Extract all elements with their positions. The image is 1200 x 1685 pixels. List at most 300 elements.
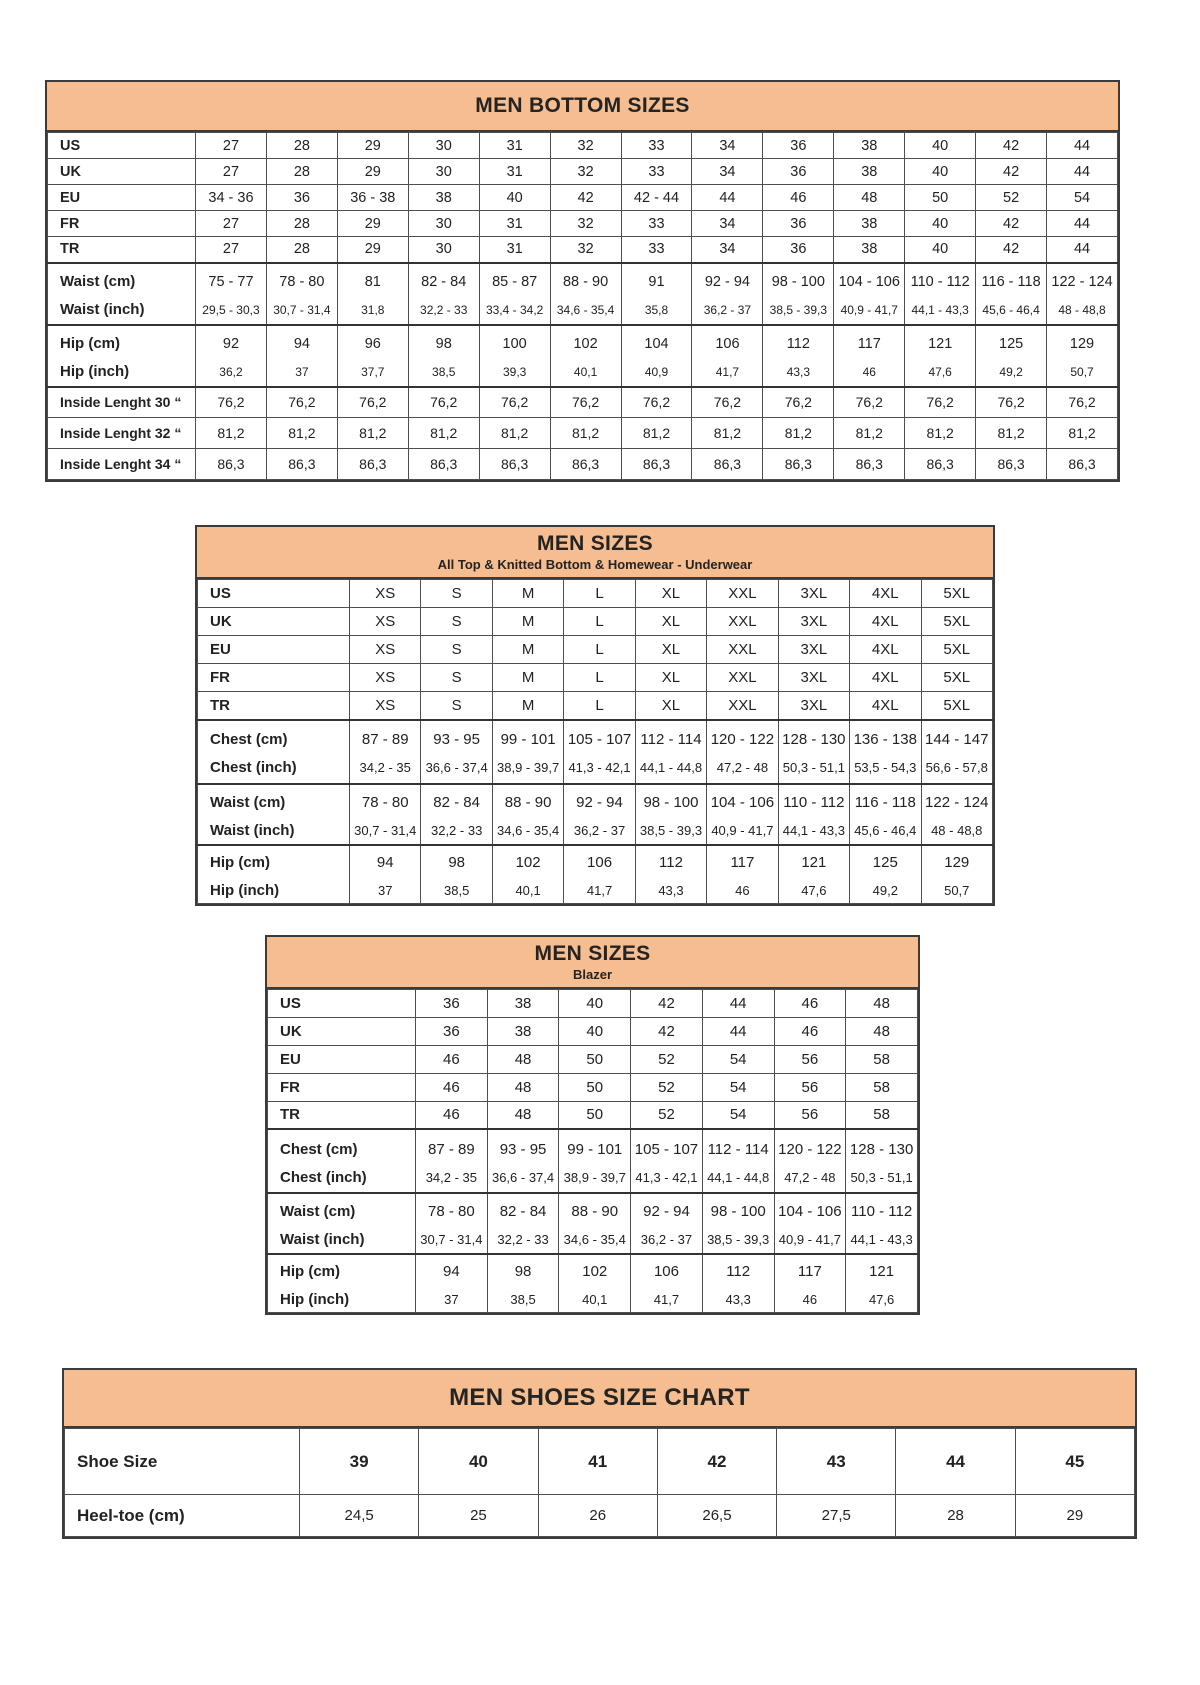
table-cell: 27: [196, 237, 267, 263]
table-cell: [707, 784, 778, 845]
table-cell: 40: [905, 211, 976, 237]
value-inch: 40,9 - 41,7: [840, 302, 898, 317]
value-inch: 38,5: [510, 1292, 536, 1307]
value-inch: 50,3 - 51,1: [782, 760, 845, 775]
table-cell: 40: [559, 989, 631, 1017]
table-cell: 5XL: [921, 692, 993, 720]
table-men-bottom-sizes: [45, 80, 1120, 482]
table-subtitle: All Top & Knitted Bottom & Homewear - Underwear: [437, 557, 753, 572]
table-cell: 33: [621, 211, 692, 237]
table-cell: [1047, 263, 1118, 325]
table-cell: [350, 784, 421, 845]
value-cm: 88 - 90: [504, 793, 552, 811]
table-cell: XXL: [707, 636, 778, 664]
table-cell: [702, 1254, 774, 1313]
table-cell: 38: [834, 133, 905, 159]
table-row: [198, 720, 993, 784]
table-cell: 76,2: [621, 387, 692, 418]
table-cell: [559, 1129, 631, 1193]
size-charts-page: [0, 80, 1200, 1539]
value-inch: 43,3: [786, 364, 811, 379]
table-cell: XXL: [707, 692, 778, 720]
value-inch: 44,1 - 44,8: [639, 760, 703, 775]
table-cell: 46: [416, 1045, 488, 1073]
table-cell: [1047, 325, 1118, 387]
value-inch: 37: [377, 882, 393, 898]
table-cell: [196, 263, 267, 325]
table-cell: 44: [1047, 211, 1118, 237]
table-cell: 40: [479, 185, 550, 211]
table-cell: 86,3: [479, 449, 550, 480]
table-cell: 33: [621, 133, 692, 159]
table-cell: 36: [416, 1017, 488, 1045]
table-cell: [421, 784, 492, 845]
table-cell: 43: [777, 1429, 896, 1495]
table-cell: XS: [350, 636, 421, 664]
table-cell: [850, 720, 921, 784]
table-cell: [631, 1129, 703, 1193]
table-cell: 42: [657, 1429, 776, 1495]
table-cell: 28: [266, 159, 337, 185]
table-cell: 52: [631, 1073, 703, 1101]
table-cell: 4XL: [850, 664, 921, 692]
value-cm: 99 - 101: [567, 1140, 623, 1158]
row-label: [198, 845, 350, 904]
table-cell: [621, 263, 692, 325]
value-cm: 98: [435, 335, 452, 352]
value-cm: 112: [726, 1263, 751, 1280]
table-cell: 86,3: [1047, 449, 1118, 480]
value-cm: 104 - 106: [778, 1203, 842, 1220]
table-cell: 81,2: [1047, 418, 1118, 449]
value-inch: 40,1: [582, 1292, 608, 1307]
value-inch: 34,2 - 35: [425, 1169, 478, 1185]
table-cell: 29: [1015, 1495, 1134, 1537]
table-cell: S: [421, 664, 492, 692]
table-cell: XL: [635, 580, 706, 608]
table-cell: 42: [976, 159, 1047, 185]
table-cell: [350, 720, 421, 784]
table-cell: [774, 1193, 846, 1254]
value-cm: 112 - 114: [640, 731, 702, 748]
value-inch: 37,7: [361, 364, 385, 379]
row-label: US: [268, 989, 416, 1017]
row-label-cm: Chest (cm): [210, 731, 288, 748]
table-cell: 41: [538, 1429, 657, 1495]
value-inch: 50,7: [944, 882, 970, 898]
value-inch: 36,2 - 37: [703, 302, 752, 317]
row-label: Heel-toe (cm): [65, 1495, 300, 1537]
table-cell: 5XL: [921, 664, 993, 692]
table-cell: 48: [487, 1073, 559, 1101]
value-inch: 44,1 - 43,3: [911, 302, 969, 317]
value-inch: 36,2 - 37: [640, 1232, 693, 1247]
table-cell: 32: [550, 237, 621, 263]
table-cell: L: [564, 636, 635, 664]
table-cell: 42: [976, 237, 1047, 263]
table-cell: 58: [846, 1045, 918, 1073]
table-cell: [479, 263, 550, 325]
table-cell: [492, 720, 563, 784]
table-cell: [408, 325, 479, 387]
value-cm: 129: [1069, 335, 1095, 352]
table-cell: 36 - 38: [337, 185, 408, 211]
table-cell: 81,2: [550, 418, 621, 449]
table-cell: [631, 1254, 703, 1313]
table-cell: [921, 784, 993, 845]
value-inch: 32,2 - 33: [420, 302, 468, 317]
value-inch: 36,6 - 37,4: [425, 760, 488, 775]
table-cell: 48: [487, 1045, 559, 1073]
table-cell: 76,2: [550, 387, 621, 418]
table-cell: [550, 325, 621, 387]
value-cm: 106: [653, 1263, 679, 1280]
table-row: [198, 845, 993, 904]
value-cm: 98: [514, 1263, 532, 1280]
table-cell: 34: [692, 133, 763, 159]
value-cm: 112 - 114: [707, 1140, 769, 1158]
value-inch: 44,1 - 44,8: [707, 1169, 770, 1185]
value-inch: 47,6: [801, 882, 827, 898]
value-inch: 43,3: [658, 882, 684, 898]
table-cell: 44: [1047, 159, 1118, 185]
value-inch: 32,2 - 33: [497, 1232, 549, 1247]
value-inch: 44,1 - 43,3: [782, 822, 845, 838]
table-cell: 28: [896, 1495, 1015, 1537]
value-cm: 87 - 89: [428, 1140, 475, 1158]
row-label: US: [198, 580, 350, 608]
table-row: [48, 449, 1118, 480]
table-cell: 3XL: [778, 636, 849, 664]
table-row: [198, 608, 993, 636]
value-inch: 38,9 - 39,7: [563, 1169, 626, 1185]
table-row: [198, 636, 993, 664]
table-cell: 31: [479, 133, 550, 159]
table-cell: 54: [702, 1101, 774, 1129]
row-label: Inside Lenght 30 “: [48, 387, 196, 418]
value-cm: 94: [376, 853, 394, 871]
value-cm: 75 - 77: [208, 273, 254, 290]
table-cell: XL: [635, 608, 706, 636]
row-label-inch: Waist (inch): [280, 1231, 365, 1248]
value-cm: 106: [715, 335, 740, 352]
table-cell: 4XL: [850, 580, 921, 608]
table-title: MEN SIZES: [537, 532, 653, 555]
table-cell: 29: [337, 133, 408, 159]
table-cell: 3XL: [778, 664, 849, 692]
table-cell: [905, 263, 976, 325]
table-men-shoes-size-chart: [62, 1368, 1137, 1539]
value-inch: 38,5 - 39,3: [769, 302, 828, 317]
table-cell: [763, 325, 834, 387]
value-cm: 92 - 94: [643, 1203, 690, 1220]
table-cell: 29: [337, 211, 408, 237]
row-label-inch: Waist (inch): [210, 821, 295, 839]
value-cm: 91: [648, 273, 665, 290]
table-row: [48, 159, 1118, 185]
table-cell: 81,2: [196, 418, 267, 449]
row-label-cm: Hip (cm): [280, 1263, 340, 1280]
table-row: [48, 211, 1118, 237]
table-row: [65, 1495, 1135, 1537]
value-cm: 98 - 100: [710, 1203, 766, 1220]
row-label-cm: Waist (cm): [280, 1203, 356, 1220]
table-cell: 30: [408, 211, 479, 237]
value-inch: 36,2: [219, 364, 243, 379]
value-cm: 120 - 122: [710, 731, 775, 748]
value-cm: 92 - 94: [576, 793, 623, 811]
table-cell: [763, 263, 834, 325]
table-cell: [621, 325, 692, 387]
table-row: [48, 133, 1118, 159]
value-inch: 34,6 - 35,4: [497, 822, 560, 838]
table-cell: 38: [487, 1017, 559, 1045]
table-cell: XXL: [707, 608, 778, 636]
table-cell: 42: [976, 133, 1047, 159]
table-cell: 56: [774, 1073, 846, 1101]
table-cell: 76,2: [976, 387, 1047, 418]
value-inch: 47,2 - 48: [716, 760, 769, 775]
value-cm: 82 - 84: [433, 793, 480, 811]
value-cm: 96: [364, 335, 381, 352]
value-cm: 78 - 80: [279, 273, 325, 290]
table-cell: [487, 1193, 559, 1254]
table-cell: [487, 1129, 559, 1193]
table-cell: 81,2: [266, 418, 337, 449]
table-cell: 86,3: [621, 449, 692, 480]
table-cell: 45: [1015, 1429, 1134, 1495]
value-inch: 37: [444, 1292, 459, 1307]
table-cell: S: [421, 580, 492, 608]
table-cell: 28: [266, 133, 337, 159]
table-row: [268, 1254, 918, 1313]
value-cm: 98 - 100: [643, 793, 699, 811]
table-cell: 38: [834, 159, 905, 185]
table-cell: 36: [416, 989, 488, 1017]
table-cell: 38: [834, 211, 905, 237]
row-label-inch: Chest (inch): [210, 759, 297, 776]
table-cell: 38: [834, 237, 905, 263]
row-label: EU: [48, 185, 196, 211]
table-cell: [350, 845, 421, 904]
value-inch: 29,5 - 30,3: [202, 302, 260, 317]
table-title-band: [64, 1370, 1135, 1428]
table-cell: 26: [538, 1495, 657, 1537]
table-cell: XXL: [707, 664, 778, 692]
table-cell: 76,2: [337, 387, 408, 418]
table-cell: 25: [419, 1495, 538, 1537]
table-row: [65, 1429, 1135, 1495]
row-label: EU: [268, 1045, 416, 1073]
table-cell: 42: [976, 211, 1047, 237]
value-inch: 38,5: [432, 364, 456, 379]
value-inch: 34,6 - 35,4: [563, 1232, 626, 1247]
value-cm: 104 - 106: [838, 273, 900, 290]
value-inch: 41,7: [586, 882, 613, 898]
value-inch: 47,6: [928, 364, 952, 379]
table-cell: 5XL: [921, 580, 993, 608]
value-inch: 41,7: [653, 1292, 680, 1307]
table-cell: 3XL: [778, 580, 849, 608]
value-inch: 46: [862, 364, 876, 379]
value-inch: 41,3 - 42,1: [568, 760, 631, 775]
value-cm: 82 - 84: [421, 273, 467, 290]
table-cell: [492, 845, 563, 904]
table-cell: [846, 1129, 918, 1193]
table-cell: [707, 720, 778, 784]
value-inch: 34,6 - 35,4: [556, 302, 615, 317]
table-cell: 44: [692, 185, 763, 211]
table-cell: 5XL: [921, 608, 993, 636]
value-inch: 40,9 - 41,7: [711, 822, 774, 838]
table-cell: XS: [350, 580, 421, 608]
table-cell: 56: [774, 1101, 846, 1129]
value-inch: 39,3: [502, 364, 527, 379]
row-label-cm: Hip (cm): [60, 334, 120, 352]
table-title-band: [197, 527, 993, 579]
table-cell: 81,2: [834, 418, 905, 449]
row-label: EU: [198, 636, 350, 664]
row-label: UK: [48, 159, 196, 185]
value-inch: 41,3 - 42,1: [635, 1169, 698, 1185]
table-cell: 3XL: [778, 692, 849, 720]
table-cell: [337, 325, 408, 387]
table-cell: [408, 263, 479, 325]
table-cell: [834, 325, 905, 387]
value-cm: 104: [644, 335, 669, 352]
value-inch: 56,6 - 57,8: [925, 760, 988, 775]
table-cell: 26,5: [657, 1495, 776, 1537]
value-inch: 32,2 - 33: [430, 822, 483, 838]
table-cell: 86,3: [763, 449, 834, 480]
value-cm: 122 - 124: [1051, 273, 1113, 290]
value-cm: 121: [928, 335, 953, 352]
value-cm: 125: [999, 335, 1024, 352]
table-cell: 81,2: [479, 418, 550, 449]
value-cm: 88 - 90: [562, 273, 609, 290]
table-cell: [635, 720, 706, 784]
table-cell: 44: [1047, 133, 1118, 159]
table-cell: [416, 1254, 488, 1313]
table-cell: 52: [631, 1101, 703, 1129]
table-cell: 32: [550, 211, 621, 237]
table-cell: 33: [621, 159, 692, 185]
table-cell: 27: [196, 159, 267, 185]
row-label-cm: Hip (cm): [210, 853, 270, 871]
value-cm: 122 - 124: [925, 793, 989, 811]
table-cell: 48: [846, 1017, 918, 1045]
row-label: UK: [268, 1017, 416, 1045]
table-cell: 86,3: [266, 449, 337, 480]
table-cell: 42 - 44: [621, 185, 692, 211]
value-cm: 98 - 100: [771, 273, 825, 290]
value-cm: 102: [582, 1263, 608, 1280]
value-cm: 121: [801, 853, 827, 871]
table-cell: 36: [266, 185, 337, 211]
value-inch: 36,6 - 37,4: [491, 1169, 555, 1185]
value-inch: 30,7 - 31,4: [273, 302, 331, 317]
table-cell: XXL: [707, 580, 778, 608]
value-inch: 47,6: [868, 1292, 895, 1307]
value-cm: 116 - 118: [854, 793, 916, 811]
table-cell: [702, 1193, 774, 1254]
table-cell: 34 - 36: [196, 185, 267, 211]
value-inch: 45,6 - 46,4: [982, 302, 1040, 317]
value-cm: 117: [797, 1263, 822, 1280]
table-cell: 28: [266, 211, 337, 237]
table-cell: 3XL: [778, 608, 849, 636]
table-cell: 54: [702, 1045, 774, 1073]
table-cell: 76,2: [196, 387, 267, 418]
value-cm: 99 - 101: [500, 731, 556, 748]
table-row: [48, 237, 1118, 263]
table-row: [198, 692, 993, 720]
table-cell: [921, 845, 993, 904]
table-cell: 50: [559, 1073, 631, 1101]
table-cell: [550, 263, 621, 325]
table-cell: M: [492, 636, 563, 664]
row-label: TR: [268, 1101, 416, 1129]
table-cell: 50: [559, 1045, 631, 1073]
value-inch: 50,7: [1070, 364, 1094, 379]
table-cell: 5XL: [921, 636, 993, 664]
table-cell: 38: [487, 989, 559, 1017]
table-cell: 50: [559, 1101, 631, 1129]
value-inch: 30,7 - 31,4: [420, 1232, 483, 1247]
table-cell: 34: [692, 211, 763, 237]
table-cell: 56: [774, 1045, 846, 1073]
table-cell: 4XL: [850, 608, 921, 636]
value-cm: 93 - 95: [433, 731, 480, 748]
table-cell: 4XL: [850, 692, 921, 720]
row-label: [268, 1254, 416, 1313]
table-cell: 52: [631, 1045, 703, 1073]
table-title: MEN SHOES SIZE CHART: [449, 1384, 750, 1411]
table-cell: 34: [692, 237, 763, 263]
table-cell: XS: [350, 608, 421, 636]
value-inch: 43,3: [725, 1292, 751, 1307]
value-cm: 117: [857, 335, 881, 352]
table-cell: [778, 845, 849, 904]
table-cell: [416, 1129, 488, 1193]
table-row: [268, 1045, 918, 1073]
row-label-inch: Waist (inch): [60, 300, 145, 318]
table-cell: L: [564, 664, 635, 692]
table-cell: 32: [550, 133, 621, 159]
table-cell: [846, 1254, 918, 1313]
table-cell: [692, 263, 763, 325]
table-cell: [692, 325, 763, 387]
value-cm: 128 - 130: [782, 731, 846, 748]
table-cell: 86,3: [408, 449, 479, 480]
value-inch: 30,7 - 31,4: [354, 822, 417, 838]
table-cell: 40: [905, 159, 976, 185]
table-cell: 36: [763, 237, 834, 263]
table-cell: 46: [774, 989, 846, 1017]
table-cell: 76,2: [834, 387, 905, 418]
table-cell: 48: [834, 185, 905, 211]
table-cell: [631, 1193, 703, 1254]
table-cell: XL: [635, 664, 706, 692]
table-cell: [850, 845, 921, 904]
value-cm: 98: [448, 853, 465, 871]
table-row: [198, 664, 993, 692]
row-label-inch: Chest (inch): [280, 1168, 367, 1186]
value-cm: 117: [730, 853, 755, 871]
table-cell: 30: [408, 159, 479, 185]
value-inch: 40,1: [573, 364, 598, 379]
table-title-band: [267, 937, 918, 989]
